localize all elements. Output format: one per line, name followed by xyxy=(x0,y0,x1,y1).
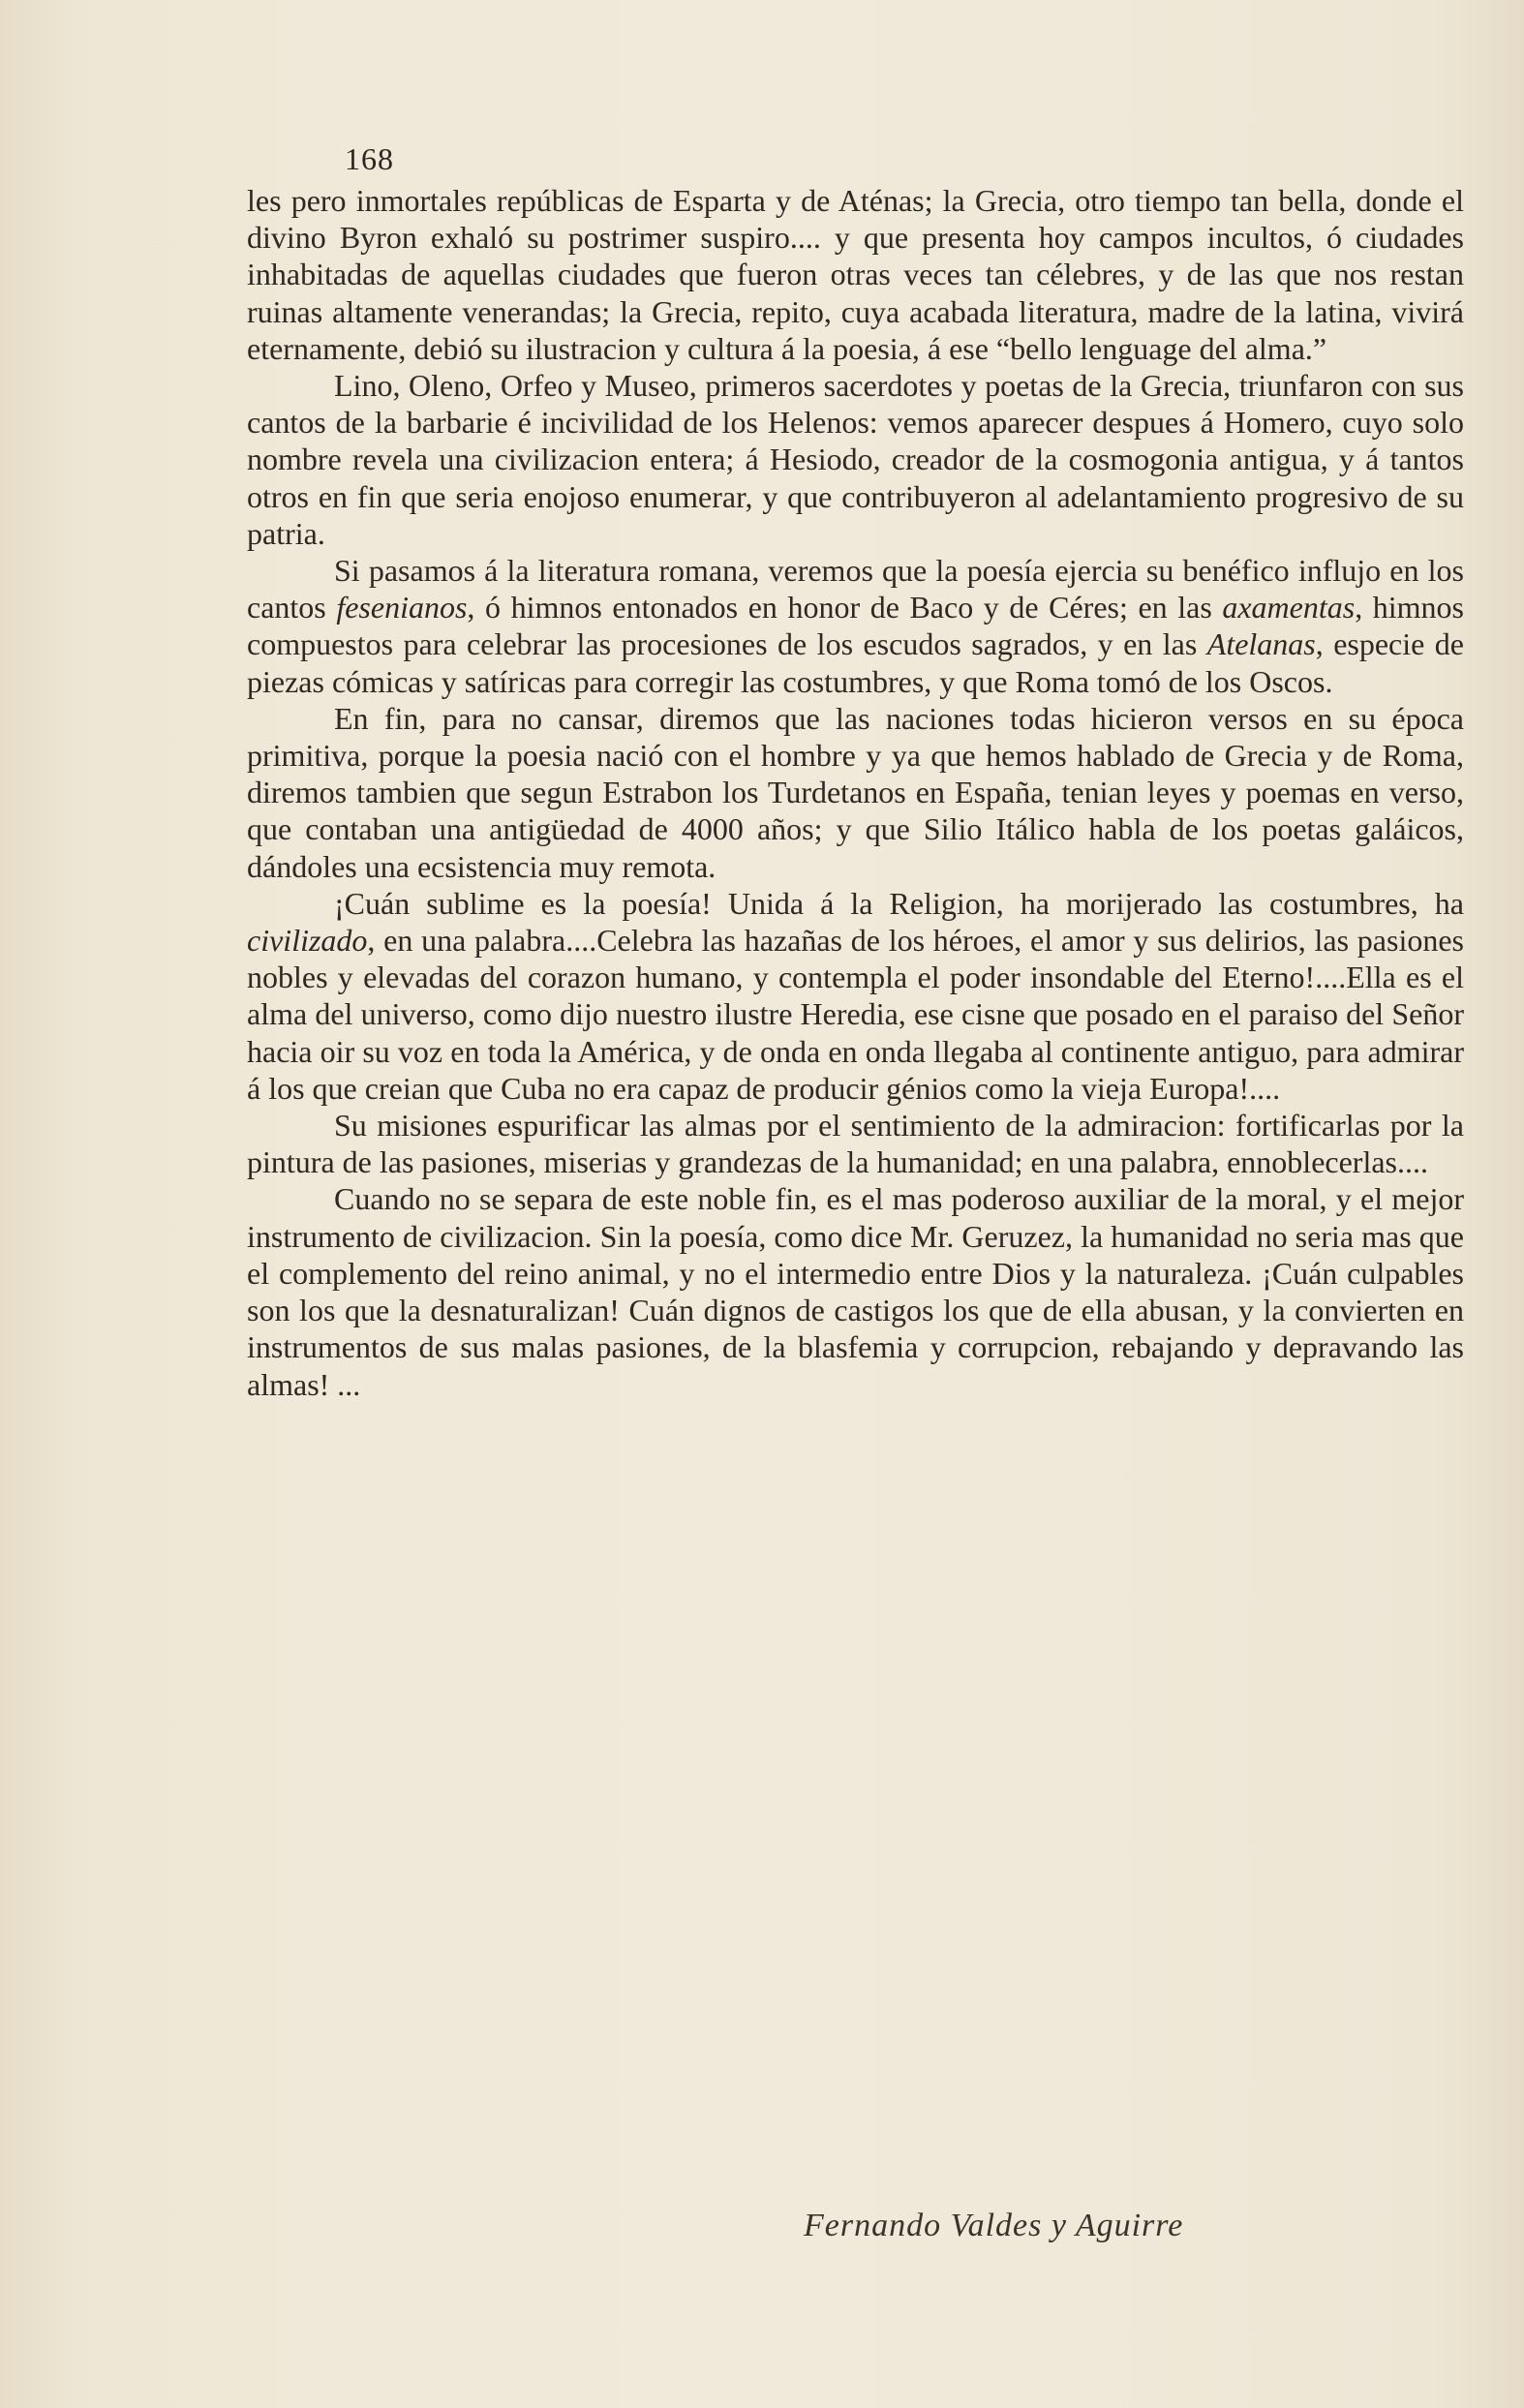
body-text xyxy=(247,182,1464,1403)
paragraph xyxy=(247,1107,1464,1180)
paragraph-text: , en una palabra....Celebra las hazañas de los héroes, el amor y sus delirios, las pasiones nobles y elevadas del corazon humano, y contempla el poder insondable del Eterno!....Ella es el alma del universo, como dijo nuestro ilustre Heredia, ese cisne que posado en el paraiso del Señor hacia oir su voz en toda la América, y de onda en onda llegaba al continente antiguo, para admirar á los que creian que Cuba no era capaz de producir génios como la vieja Europa!.... xyxy=(247,923,1464,1106)
paragraph-text: , especie de piezas cómicas y satíricas para corregir las costumbres, y que Roma tomó de los Oscos. xyxy=(247,626,1465,699)
author-signature: Fernando Valdes y Aguirre xyxy=(804,2208,1184,2243)
italic-term: Atelanas xyxy=(1206,626,1316,662)
paragraph-text: Su misiones espurificar las almas por el sentimiento de la admiracion: fortificarlas por la pintura de las pasiones, miserias y grandezas de la humanidad; en una palabra, ennoblecerlas.... xyxy=(247,1108,1464,1180)
italic-term: fesenianos xyxy=(336,590,468,625)
paragraph-text: , ó himnos entonados en honor de Baco y de Céres; en las xyxy=(467,590,1223,625)
paragraph xyxy=(247,552,1464,700)
paragraph-text: ¡Cuán sublime es la poesía! Unida á la Religion, ha morijerado las costumbres, ha xyxy=(334,885,1464,921)
paragraph xyxy=(247,367,1464,552)
paragraph xyxy=(247,700,1464,885)
italic-term: axamentas xyxy=(1222,590,1356,625)
paragraph-text: Cuando no se separa de este noble fin, es el mas poderoso auxiliar de la moral, y el mejor instrumento de civilizacion. Sin la poesía, como dice Mr. Geruzez, la humanidad no seria mas que el complemento del reino animal, y no el intermedio entre Dios y la naturaleza. ¡Cuán culpables son los que la desnaturalizan! Cuán dignos de castigos los que de ella abusan, y la convierten en instrumentos de sus malas pasiones, de la blasfemia y corrupcion, rebajando y depravando las almas! ... xyxy=(247,1181,1464,1402)
paragraph xyxy=(247,182,1464,367)
page-number: 168 xyxy=(345,141,394,176)
paragraph-text: Lino, Oleno, Orfeo y Museo, primeros sacerdotes y poetas de la Grecia, triunfaron con sus cantos de la barbarie é incivilidad de los Helenos: vemos aparecer despues á Homero, cuyo solo nombre revela una civilizacion entera; á Hesiodo, creador de la cosmogonia antigua, y á tantos otros en fin que seria enojoso enumerar, y que contribuyeron al adelantamiento progresivo de su patria. xyxy=(247,368,1464,551)
paragraph-text: Si pasamos á la literatura romana, veremos que la poesía ejercia su benéfico influjo en los cantos xyxy=(247,553,1464,625)
paragraph-text: , himnos compuestos para celebrar las procesiones de los escudos sagrados, y en las xyxy=(247,590,1465,662)
paragraph xyxy=(247,885,1464,1107)
paragraph xyxy=(247,1180,1464,1402)
paragraph-text: En fin, para no cansar, diremos que las naciones todas hicieron versos en su época primitiva, porque la poesia nació con el hombre y ya que hemos hablado de Grecia y de Roma, diremos tambien que segun Estrabon los Turdetanos en España, tenian leyes y poemas en verso, que contaban una antigüedad de 4000 años; y que Silio Itálico habla de los poetas galáicos, dándoles una ecsistencia muy remota. xyxy=(247,700,1464,884)
paragraph-text: les pero inmortales repúblicas de Esparta y de Aténas; la Grecia, otro tiempo tan bella, donde el divino Byron exhaló su postrimer suspiro.... y que presenta hoy campos incultos, ó ciudades inhabitadas de aquellas ciudades que fueron otras veces tan célebres, y de las que nos restan ruinas altamente venerandas; la Grecia, repito, cuya acabada literatura, madre de la latina, vivirá eternamente, debió su ilustracion y cultura á la poesia, á ese “bello lenguage del alma.” xyxy=(247,183,1464,366)
italic-term: civilizado xyxy=(247,923,368,959)
